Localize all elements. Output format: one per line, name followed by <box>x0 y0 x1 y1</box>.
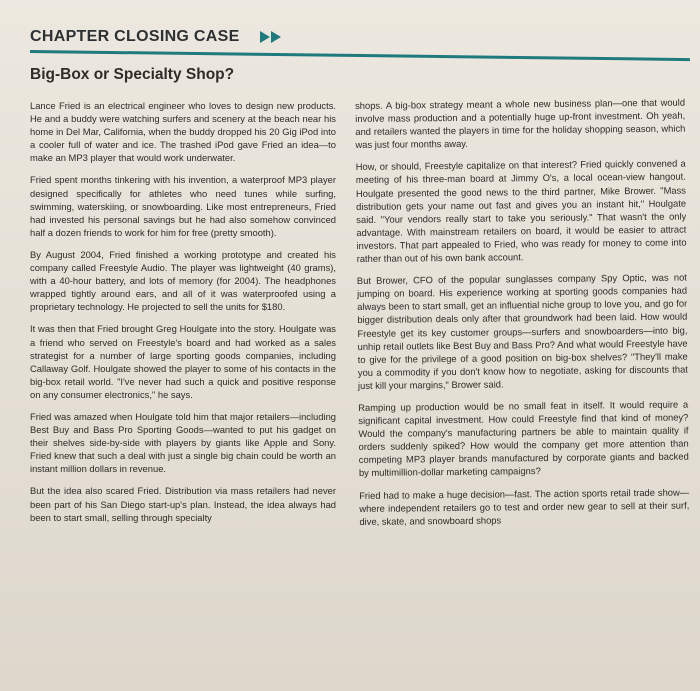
paragraph: But Brower, CFO of the popular sunglasses company Spy Optic, was not jumping on board. His experience working at sporting goods companies had always been to start small, get an influential niche group to love you, and go for bigger distribution deals only after that groundwork had been laid. How would Freestyle get its key customer groups—surfers and snowboarders—into big, unhip retail outlets like Best Buy and Bass Pro? And what would Freestyle have to give for the privilege of a good position on big-box shelves? "They'll make you a commodity if you don't know how to negotiate, asking for discounts that just kill your margins," Brower said. <box>356 271 688 391</box>
right-column <box>355 96 690 537</box>
double-arrow-right-icon <box>258 30 290 44</box>
paragraph: shops. A big-box strategy meant a whole new business plan—one that would involve mass production and a potentially huge up-front investment. Oh yeah, and retailers wanted the players in time for the holiday shopping season, which was just four months away. <box>355 96 686 151</box>
paragraph: But the idea also scared Fried. Distribution via mass retailers had never been part of his San Diego start-up's plan. Instead, the idea always had been to start small, selling through specialty <box>30 485 336 523</box>
paragraph: Fried was amazed when Houlgate told him that major retailers—including Best Buy and Bass Pro Sporting Goods—wanted to put his gadget on their shelves side-by-side with players by giants like Apple and Sony. Fried knew that such a deal with just a single big chain could be worth an instant million dollars in revenue. <box>30 410 336 475</box>
paragraph: Fried spent months tinkering with his invention, a waterproof MP3 player designed specifically for athletes who need tunes while surfing, swimming, waterskiing, or snowboarding. Like most entrepreneurs, Fried had invested his personal savings but he had also somehow convinced half a dozen friends to work for him for free (pretty smooth). <box>30 174 336 238</box>
paragraph: Fried had to make a huge decision—fast. The action sports retail trade show—where independent retailers go to test and order new gear to sell at their surf, dive, skate, and snowboard shops <box>359 486 690 527</box>
paragraph: Ramping up production would be no small feat in itself. It would require a significant capital investment. How could Freestyle find that kind of money? Would the company's manufacturing partners be able to maintain quality if orders suddenly spiked? How would the company get more attention than competing MP3 player brands manufactured by corporate giants and backed by multimillion-dollar marketing campaigns? <box>358 398 689 479</box>
paragraph: Lance Fried is an electrical engineer who loves to design new products. He and a buddy were watching surfers and scenery at the beach near his home in Del Mar, California, when the buddy dropped his 20 Gig iPod into a cooler full of water and ice. The trashed iPod gave Fried an idea—to make an MP3 player that would work underwater. <box>30 100 336 164</box>
paragraph: It was then that Fried brought Greg Houlgate into the story. Houlgate was a friend who served on Freestyle's board and had worked as a sales strategist for a number of large sporting goods companies, including Callaway Golf. Houlgate showed the player to some of his contacts in the big-box retail world. "I've never had such a quick and positive response on any consumer electronics," he says. <box>30 323 336 400</box>
chapter-label: CHAPTER CLOSING CASE <box>30 28 240 45</box>
paragraph: How, or should, Freestyle capitalize on that interest? Fried quickly convened a meeting of his three-man board at Jimmy O's, a local ocean-view hangout. Houlgate presented the good news to the third partner, Mike Brower. "Mass distribution gets your name out fast and gives you an instant hit," Houlgate said. "Your vendors really start to take you seriously." That wasn't the only advantage. With mainstream retailers on board, it would be easier to attract investors. That part appealed to Fried, who was ready for money to come into rather than out of his own bank account. <box>355 157 687 265</box>
chapter-header <box>30 28 690 56</box>
left-column <box>30 99 336 533</box>
case-title: Big-Box or Specialty Shop? <box>30 66 235 83</box>
chapter-rule <box>30 50 690 61</box>
paragraph: By August 2004, Fried finished a working prototype and created his company called Freestyle Audio. The player was lightweight (40 grams), with a 40-hour battery, and lots of memory (for 2004). The headphones wrapped tightly around ears, and all of it was waterproofed using a proprietary technology. He projected to sell the units for $180. <box>30 248 336 313</box>
